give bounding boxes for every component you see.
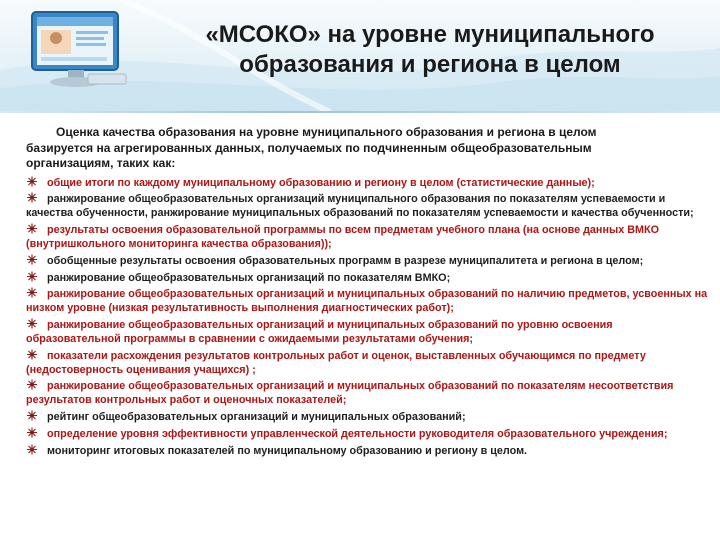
flower-bullet-icon xyxy=(26,410,38,421)
list-item xyxy=(26,379,708,408)
intro-paragraph xyxy=(0,125,708,172)
flower-bullet-icon xyxy=(26,271,38,282)
list-item-text: ранжирование общеобразовательных организаций муниципального образования по показателям успеваемости и качества обученности, ранжирование муниципальных образований по показателям успеваемости и качества обученности; xyxy=(26,193,694,220)
list-item-text: рейтинг общеобразовательных организаций и муниципальных образований; xyxy=(47,411,466,424)
intro-line-2: базируется на агрегированных данных, получаемых по подчиненным общеобразовательным xyxy=(26,140,592,155)
list-item xyxy=(26,271,708,286)
flower-bullet-icon xyxy=(26,444,38,455)
list-item xyxy=(26,410,708,425)
slide-body xyxy=(0,125,708,535)
title-line-1: «МСОКО» на уровне муниципального xyxy=(205,21,655,48)
slide-header xyxy=(0,0,720,112)
list-item xyxy=(26,287,708,316)
list-item xyxy=(26,192,708,221)
list-item xyxy=(26,349,708,378)
flower-bullet-icon xyxy=(26,254,38,265)
list-item xyxy=(26,254,708,269)
flower-bullet-icon xyxy=(26,349,38,360)
list-item xyxy=(26,427,708,442)
list-item-text: результаты освоения образовательной программы по всем предметам учебного плана (на основе данных ВМКО (внутришкольного мониторинга качества образования)); xyxy=(26,224,659,250)
computer-monitor-icon xyxy=(26,10,130,90)
flower-bullet-icon xyxy=(26,192,38,203)
flower-bullet-icon xyxy=(26,318,38,329)
title-line-2: образования и региона в целом xyxy=(239,51,621,78)
list-item-text: обобщенные результаты освоения образовательных программ в разрезе муниципалитета и региона в целом; xyxy=(47,254,644,267)
slide-title xyxy=(150,20,710,80)
list-item xyxy=(26,318,708,347)
header-divider xyxy=(0,111,720,113)
list-item-text: ранжирование общеобразовательных организаций по показателям ВМКО; xyxy=(47,271,451,284)
flower-bullet-icon xyxy=(26,223,38,234)
list-item-text: мониторинг итоговых показателей по муниципальному образованию и региону в целом. xyxy=(47,444,528,457)
list-item xyxy=(26,444,708,459)
flower-bullet-icon xyxy=(26,176,38,187)
list-item-text: общие итоги по каждому муниципальному образованию и региону в целом (статистические данные); xyxy=(47,176,595,189)
flower-bullet-icon xyxy=(26,427,38,438)
intro-line-1: Оценка качества образования на уровне муниципального образования и региона в целом xyxy=(56,125,597,139)
list-item-text: ранжирование общеобразовательных организаций и муниципальных образований по уровню освоения образовательной программы в сравнении с ожидаемыми результатами обучения; xyxy=(26,319,613,345)
list-item-text: показатели расхождения результатов контрольных работ и оценок, выставленных обучающимся по предмету (недостоверность оценивания учащихся) ; xyxy=(26,349,646,376)
list-item xyxy=(26,176,708,191)
list-item-text: ранжирование общеобразовательных организаций и муниципальных образований по наличию предметов, усвоенных на низком уровне (низкая результативность выполнения диагностических работ); xyxy=(26,288,708,315)
flower-bullet-icon xyxy=(26,287,38,298)
list-item-text: ранжирование общеобразовательных организаций и муниципальных образований по показателям несоответствия результатов контрольных работ и оценочных показателей; xyxy=(26,380,674,407)
flower-bullet-icon xyxy=(26,379,38,390)
criteria-list xyxy=(0,176,708,459)
list-item-text: определение уровня эффективности управленческой деятельности руководителя образовательного учреждения; xyxy=(47,428,668,440)
list-item xyxy=(26,223,708,252)
intro-line-3: организациям, таких как: xyxy=(26,156,176,170)
